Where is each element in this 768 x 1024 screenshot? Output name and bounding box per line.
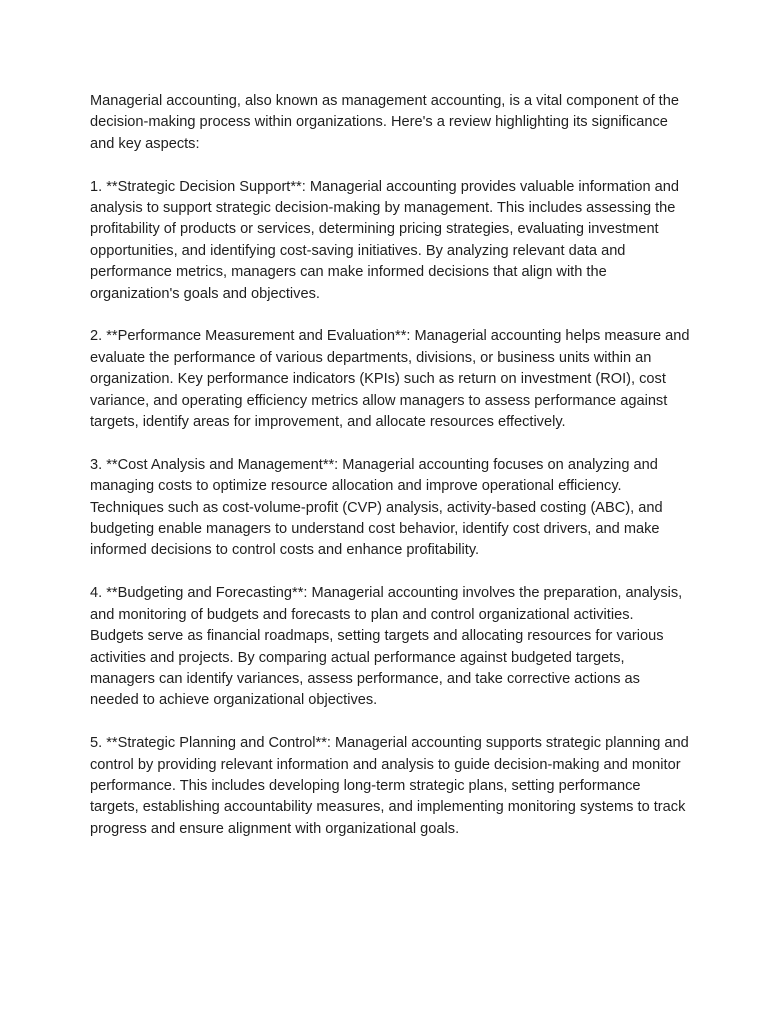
- document-body: [90, 91, 690, 862]
- intro-paragraph: Managerial accounting, also known as management accounting, is a vital component of the decision-making process within organizations. Here's a review highlighting its significance and key aspects:: [90, 93, 679, 152]
- paragraph-budgeting-forecasting: 4. **Budgeting and Forecasting**: Managerial accounting involves the preparation, analysis, and monitoring of budgets and forecasts to plan and control organizational activities. Budgets serve as financial roadmaps, setting targets and allocating resources for various activities and projects. By comparing actual performance against budgeted targets, managers can identify variances, assess performance, and take corrective actions as needed to achieve organizational objectives.: [90, 585, 683, 709]
- paragraph-performance-measurement: 2. **Performance Measurement and Evaluation**: Managerial accounting helps measure and evaluate the performance of various departments, divisions, or business units within an organization. Key performance indicators (KPIs) such as return on investment (ROI), cost variance, and operating efficiency metrics allow managers to assess performance against targets, identify areas for improvement, and allocate resources effectively.: [90, 328, 690, 431]
- paragraph-strategic-planning: 5. **Strategic Planning and Control**: Managerial accounting supports strategic planning and control by providing relevant information and analysis to guide decision-making and monitor performance. This includes developing long-term strategic plans, setting performance targets, establishing accountability measures, and implementing monitoring systems to track progress and ensure alignment with organizational goals.: [90, 735, 689, 837]
- paragraph-strategic-decision-support: 1. **Strategic Decision Support**: Managerial accounting provides valuable information and analysis to support strategic decision-making by management. This includes assessing the profitability of products or services, determining pricing strategies, evaluating investment opportunities, and identifying cost-saving initiatives. By analyzing relevant data and performance metrics, managers can make informed decisions that align with the organization's goals and objectives.: [90, 178, 679, 302]
- paragraph-cost-analysis: 3. **Cost Analysis and Management**: Managerial accounting focuses on analyzing and managing costs to optimize resource allocation and improve operational efficiency. Techniques such as cost-volume-profit (CVP) analysis, activity-based costing (ABC), and budgeting enable managers to understand cost behavior, identify cost drivers, and make informed decisions to control costs and enhance profitability.: [90, 456, 663, 559]
